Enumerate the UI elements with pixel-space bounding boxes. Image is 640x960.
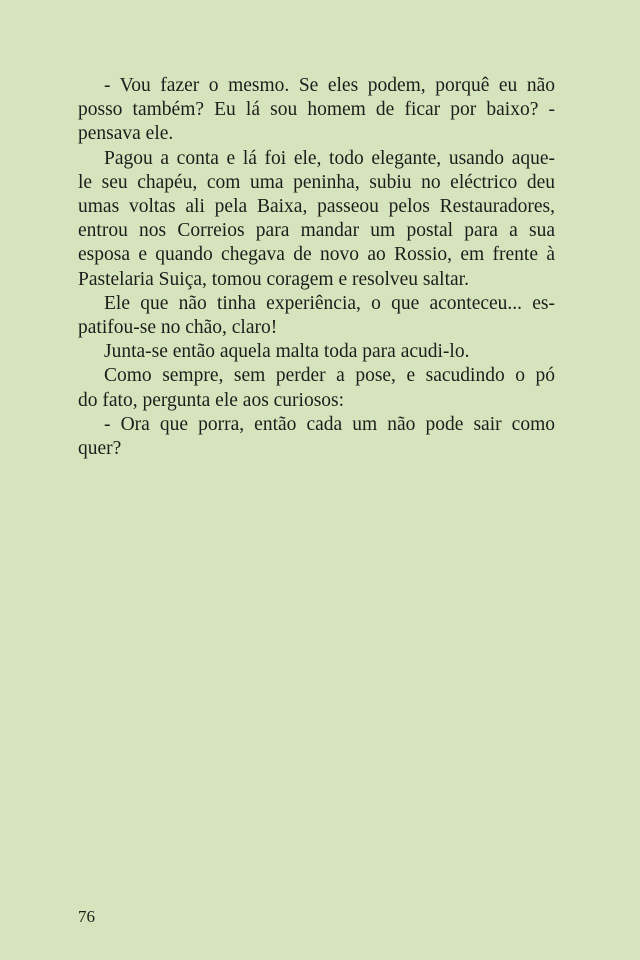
book-page-body bbox=[78, 74, 555, 461]
paragraph-line: posso também? Eu lá sou homem de ficar por baixo? - bbox=[78, 99, 555, 121]
paragraph-line: esposa e quando chegava de novo ao Rossio, em frente à bbox=[78, 244, 555, 266]
paragraph-line: - Ora que porra, então cada um não pode sair como bbox=[104, 413, 555, 435]
paragraph-line: Junta-se então aquela malta toda para acudi-lo. bbox=[104, 341, 470, 363]
paragraph-line: do fato, pergunta ele aos curiosos: bbox=[78, 389, 345, 411]
paragraph-line: pensava ele. bbox=[78, 123, 174, 145]
paragraph-line: Como sempre, sem perder a pose, e sacudindo o pó bbox=[104, 365, 555, 387]
paragraph-line: le seu chapéu, com uma peninha, subiu no eléctrico deu bbox=[78, 171, 555, 193]
paragraph-line: umas voltas ali pela Baixa, passeou pelos Restauradores, bbox=[78, 196, 555, 218]
paragraph-6 bbox=[78, 413, 555, 461]
paragraph-line: entrou nos Correios para mandar um postal para a sua bbox=[78, 220, 555, 242]
paragraph-1 bbox=[78, 74, 555, 147]
page-number: 76 bbox=[78, 907, 95, 926]
paragraph-4 bbox=[78, 340, 555, 364]
paragraph-5 bbox=[78, 364, 555, 412]
paragraph-3 bbox=[78, 292, 555, 340]
paragraph-2 bbox=[78, 147, 555, 292]
paragraph-line: patifou-se no chão, claro! bbox=[78, 317, 278, 339]
paragraph-line: Ele que não tinha experiência, o que aconteceu... es- bbox=[104, 292, 555, 314]
paragraph-line: Pagou a conta e lá foi ele, todo elegante, usando aque- bbox=[104, 147, 555, 169]
paragraph-line: Pastelaria Suiça, tomou coragem e resolveu saltar. bbox=[78, 268, 469, 290]
paragraph-line: quer? bbox=[78, 438, 122, 460]
paragraph-line: - Vou fazer o mesmo. Se eles podem, porquê eu não bbox=[104, 75, 555, 96]
